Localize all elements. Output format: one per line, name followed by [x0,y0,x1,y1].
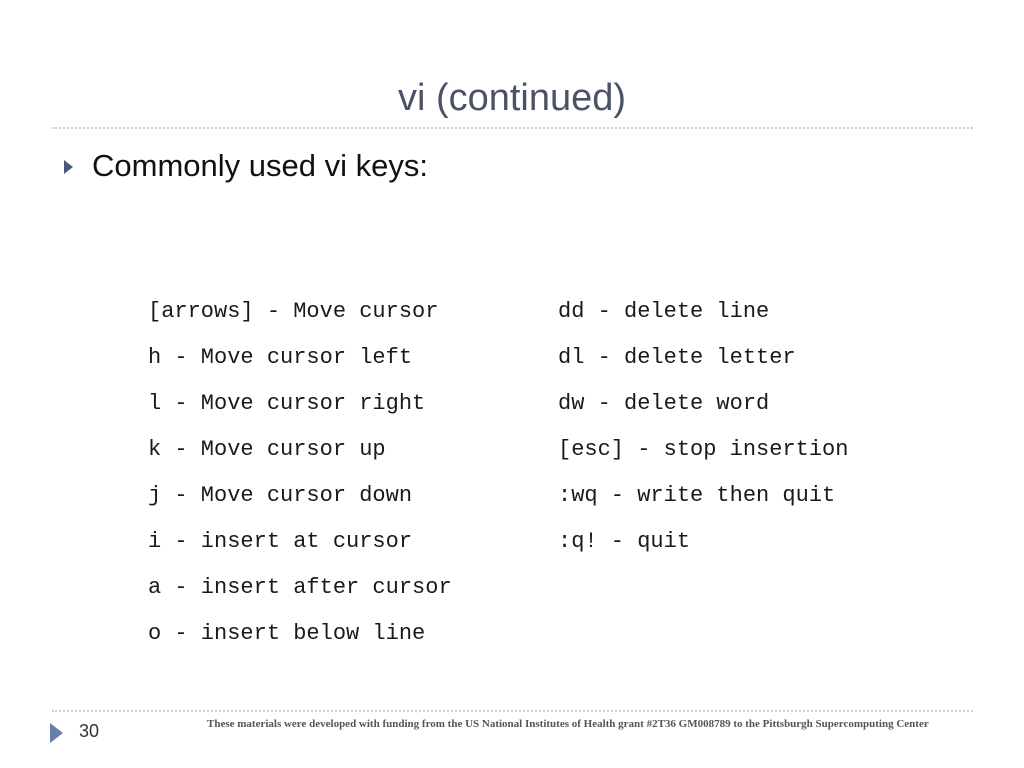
key-line: j - Move cursor down [148,483,413,508]
funding-note: These materials were developed with funding from the US National Institutes of Health grant #2T36 GM008789 to the Pittsburgh Supercomputing Center [207,718,929,730]
vi-keys-table [148,289,848,657]
key-line: h - Move cursor left [148,345,413,370]
key-line: [arrows] - Move cursor [148,299,439,324]
key-line: :wq - write then quit [558,483,836,508]
title-divider [52,127,973,129]
key-line: a - insert after cursor [148,575,452,600]
bullet-text: Commonly used vi keys: [92,148,428,183]
key-line: dl - delete letter [558,345,796,370]
bullet-item [64,142,428,190]
keys-column-left [148,289,558,657]
key-line: dw - delete word [558,391,770,416]
footer-divider [52,710,973,712]
key-line: o - insert below line [148,621,426,646]
page-number: 30 [79,721,100,741]
slide-title: vi (continued) [397,77,627,119]
key-line: :q! - quit [558,529,691,554]
key-line: l - Move cursor right [148,391,426,416]
key-line: i - insert at cursor [148,529,413,554]
key-line: dd - delete line [558,299,770,324]
footer-arrow-icon [50,723,63,743]
key-line: k - Move cursor up [148,437,386,462]
bullet-arrow-icon [64,160,73,174]
key-line: [esc] - stop insertion [558,437,849,462]
keys-column-right [558,289,848,657]
